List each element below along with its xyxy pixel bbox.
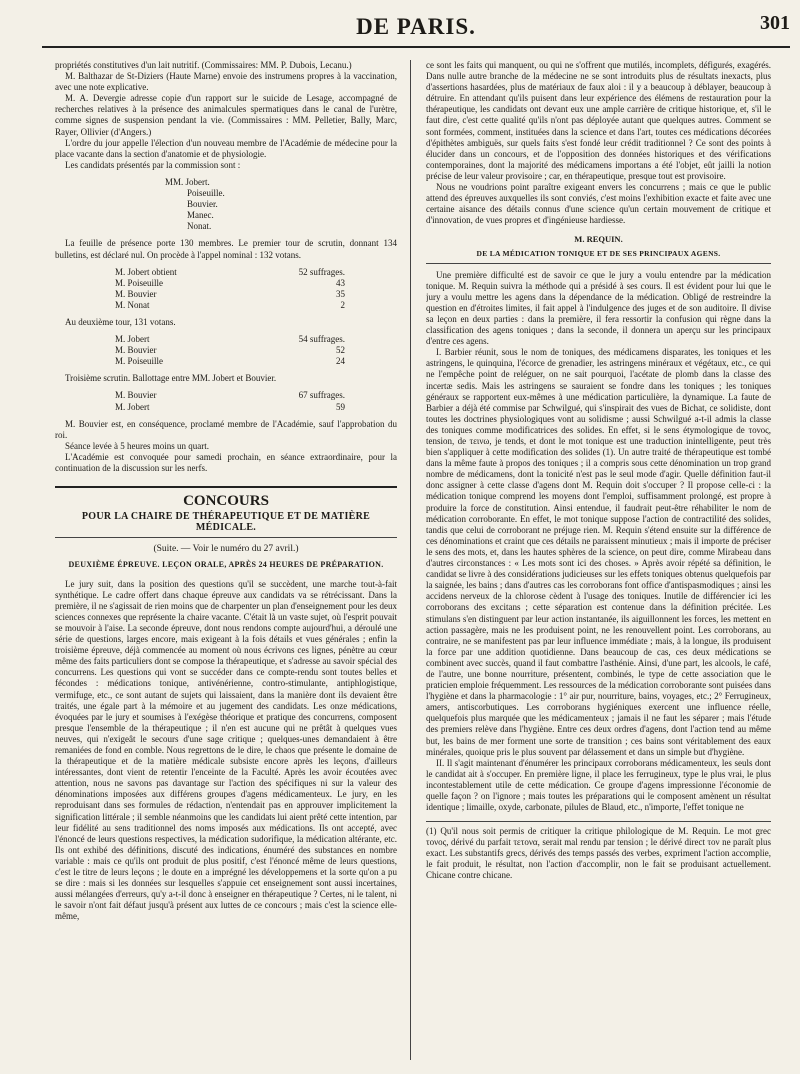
- candidate: Manec.: [187, 210, 214, 221]
- vote-row: [115, 300, 345, 311]
- paragraph: Les candidats présentés par la commission sont :: [65, 159, 241, 170]
- paragraph: M. Bouvier est, en conséquence, proclamé membre de l'Académie, sauf l'approbation du roi.: [55, 418, 397, 440]
- vote-count: 54 suffrages.: [298, 334, 345, 345]
- vote-row: [115, 289, 345, 300]
- vote-count: 59: [336, 401, 345, 412]
- vote-row: [115, 334, 345, 345]
- candidate: MM. Jobert.: [165, 176, 210, 187]
- paragraph: Au deuxième tour, 131 votans.: [65, 316, 176, 327]
- vote-count: 67 suffrages.: [298, 390, 345, 401]
- vote-row: [115, 267, 345, 278]
- paragraph: L'Académie est convoquée pour samedi prochain, en séance extraordinaire, pour la continuation de la discussion sur les nerfs.: [55, 451, 397, 473]
- vote-count: 43: [336, 277, 345, 288]
- paragraph: M. Balthazar de St-Diziers (Haute Marne) envoie des instrumens propres à la vaccination, avec une note explicative.: [55, 71, 397, 93]
- candidate: Bouvier.: [187, 199, 218, 210]
- newspaper-title: DE PARIS.: [356, 14, 476, 39]
- vote-count: 24: [336, 356, 345, 367]
- epreuve-heading: DEUXIÈME ÉPREUVE. LEÇON ORALE, APRÈS 24 HEURES DE PRÉPARATION.: [68, 560, 384, 570]
- vote-count: 52: [336, 345, 345, 356]
- vote-row: [115, 402, 345, 413]
- vote-row: [115, 278, 345, 289]
- author-name: M. REQUIN.: [574, 234, 623, 245]
- vote-count: 2: [340, 299, 345, 310]
- column-divider: [410, 60, 411, 1060]
- paragraph: Troisième scrutin. Ballottage entre MM. Jobert et Bouvier.: [65, 373, 277, 384]
- vote-row: [115, 390, 345, 401]
- vote-count: 35: [336, 288, 345, 299]
- candidate: Poiseuille.: [187, 188, 225, 199]
- vote-table-3: [115, 390, 345, 412]
- right-column: [426, 60, 771, 1060]
- paragraph: L'ordre du jour appelle l'élection d'un nouveau membre de l'Académie de médecine pour la place vacante dans la section d'anatomie et de physiologie.: [55, 137, 397, 159]
- paragraph: M. A. Devergie adresse copie d'un rapport sur le suicide de Lesage, accompagné de recherches relatives à la présence des animalcules spermatiques dans le canal de l'urètre, comme signes de suspension pendant la vie. (Commissaires : MM. Pelletier, Bally, Marc, Rayer, Ollivier (d'Angers.): [55, 93, 397, 137]
- paragraph: Séance levée à 5 heures moins un quart.: [65, 440, 209, 451]
- vote-name: M. Jobert obtient: [115, 266, 177, 277]
- vote-table-1: [115, 267, 345, 311]
- vote-row: [115, 356, 345, 367]
- section-subtitle: POUR LA CHAIRE DE THÉRAPEUTIQUE ET DE MATIÈRE MÉDICALE.: [55, 511, 397, 538]
- paragraph: II. Il s'agit maintenant d'énumérer les principaux corroborans médicamenteux, les seuls dont le candidat ait à s'occuper. En première ligne, il place les ferrugineux, type le plus vrai, le plus incontestablement utile de cette médication. Ce groupe d'agens impressionne l'économie de quelle façon ? on l'ignore ; mais toutes les préparations qui le composent amènent un résultat identique ; limaille, oxyde, carbonate, pilules de Blaud, etc., n'importe, l'effet tonique ne: [426, 757, 771, 813]
- vote-name: M. Nonat: [115, 299, 150, 310]
- paragraph: Une première difficulté est de savoir ce que le jury a voulu entendre par la médication tonique. M. Requin suivra la méthode qui a présidé à ses cours. Il est évident pour lui que le jury a voulu mettre les agens dans la dépendance de la médication. Obligé de restreindre la question en d'étroites limites, il fait appel à l'indulgence des juges et de son auditoire. Il divise sa leçon en deux parties : dans la première, il fera ressortir la confusion qui règne dans la classification des agens toniques ; dans la seconde, il donnera un aperçu sur les principaux d'entre ces agens.: [426, 269, 771, 347]
- candidate-list: [165, 177, 397, 232]
- continuation-note: (Suite. — Voir le numéro du 27 avril.): [153, 544, 299, 555]
- vote-name: M. Poiseuille: [115, 356, 164, 367]
- vote-name: M. Bouvier: [115, 288, 157, 299]
- paragraph: La feuille de présence porte 130 membres. Le premier tour de scrutin, donnant 134 bulletins, est déclaré nul. On procède à l'appel nominal : 132 votans.: [55, 238, 397, 260]
- vote-count: 52 suffrages.: [298, 266, 345, 277]
- page-header: [42, 6, 790, 48]
- vote-name: M. Bouvier: [115, 345, 157, 356]
- vote-name: M. Bouvier: [115, 390, 157, 401]
- article-subhead: DE LA MÉDICATION TONIQUE ET DE SES PRINCIPAUX AGENS.: [426, 248, 771, 264]
- vote-table-2: [115, 334, 345, 367]
- vote-name: M. Jobert: [115, 401, 150, 412]
- candidate: Nonat.: [187, 221, 212, 232]
- page-number: 301: [760, 12, 790, 34]
- paragraph: Nous ne voudrions point paraître exigeant envers les concurrens ; mais ce que le public attend des épreuves auxquelles ils sont conviés, c'est moins l'exhibition exacte et faite avec une certaine aisance des détails connus d'une science qu'un certain mouvement de critique et d'innovation, de vues propres et d'ingénieuse hardiesse.: [426, 182, 771, 226]
- section-title: CONCOURS: [55, 486, 397, 507]
- paragraph: I. Barbier réunit, sous le nom de toniques, des médicamens disparates, les toniques et les astringens, le quinquina, l'écorce de grenadier, les astringens minéraux et végétaux, etc., ce qui ne l'empêche point de reléguer, on ne sait pourquoi, l'acétate de plomb dans la classe des incertæ sedis. Mais les astringens se sauraient se fondre dans les toniques ; les toniques généraux se rapportent eux-mêmes à une médication particulière, la dynamique. La faute de Barbier a déjà été commise par Schwilgué, qui s'inspirait des vues de Bichat, ce solidiste, dont toutes les doctrines physiologiques vont au solidisme ; aussi Schwilgué a-t-il admis la classe des toniques comme modificatrices des solides. En effet, si le sens étymologique de τονος, tension, de τεινω, je tends, et dont le mot tonique est une traduction inintelligente, peut très bien s'appliquer à cette modification des solides (1). Un autre traité de thérapeutique est tombé dans la même faute à propos des toniques ; il a compris sous cette dénomination un trop grand nombre de médicamens, dont la tonicité n'est pas le seul mode d'agir. Quelle définition faut-il donc assigner à cette classe d'agens dont M. Requin doit s'occuper ? Il propose celle-ci : la médication tonique comprend les moyens dont l'emploi, suffisamment prolongé, est propre à produire la force de constitution. Ainsi entendue, il faudrait peut-être réhabiliter le nom de médication corroborante. En effet, le mot tonique suppose l'action de contractilité des solides, tandis que celui de corroborant ne préjuge rien. M. Requin s'étend ensuite sur la différence de ces dénominations et craint que ces détails ne paraissent minutieux ; mais il importe de préciser le sens des mots, et, dans les hautes sphères de la science, on peut dire, comme Mirabeau dans d'autres circonstances : « Les mots sont ici des choses. » Après avoir répété sa définition, le candidat se livre à des considérations judicieuses sur les effets toniques obtenus quelquefois par la saignée, les bains ; dans d'autres cas les corroborans font office d'antispasmodiques ; ainsi les accidens nerveux de la chlorose cèdent à l'usage des toniques. Inutile de différencier ici les corroborans des excitans ; cette séparation est contenue dans la définition précitée. Les stimulans s'en distinguent par leur action instantanée, ils aiguillonnent les forces, les mettent en action passagère, mais ne les produisent point, ne les renouvellent point. Les corroborans, au contraire, ne se manifestent pas par leur influence immédiate ; mais, à la longue, ils produisent la force par une addition quotidienne. Dans beaucoup de cas, ces deux médications se combinent avec succès, quand il faut combattre l'asthénie. Ainsi, d'une part, les alcools, le café, de l'autre, une bonne nourriture, présentent, combinés, le type de cette association que le praticien emploie fréquemment. Les ressources de la médication corroborante sont puisées dans l'hygiène et dans la pharmacologie : 1° air pur, nourriture, bains, voyages, etc.; 2° Ferrugineux, amers, antiscorbutiques. Les corroborans hygiéniques exercent une influence réelle, quelquefois plus marquée que les médicamenteux ; jamais il ne faut les séparer ; mais l'étude des premiers relève dans l'hygiène. Entre ces deux ordres d'agens, dont l'action tend au même but, les bains de mer forment une sorte de transition ; ces bains sont véritablement des eaux minérales, quoique pris le plus souvent par délassement et dans un simple but d'hygiène.: [426, 347, 771, 757]
- paragraph: propriétés constitutives d'un lait nutritif. (Commissaires: MM. P. Dubois, Lecanu.): [55, 60, 352, 70]
- footnote: (1) Qu'il nous soit permis de critiquer la critique philologique de M. Requin. Le mot grec τονος, dérivé du parfait τετονα, serait mal rendu par tension ; le dérivé direct τον ne paraît plus exact. Les substantifs grecs, dérivés des temps passés des verbes, expriment l'action accomplie, le fait produit, le résultat, non l'action d'accomplir, non le fait se produisant actuellement. Chicane contre chicane.: [426, 821, 771, 881]
- vote-name: M. Poiseuille: [115, 277, 164, 288]
- vote-name: M. Jobert: [115, 334, 150, 345]
- vote-row: [115, 345, 345, 356]
- paragraph: Le jury suit, dans la position des questions qu'il se succèdent, une marche tout-à-fait synthétique. Le cadre offert dans chaque épreuve aux candidats va se rétrécissant. Dans la première, il ne s'agissait de rien moins que de charpenter un plan d'enseignement pour les deux sciences connexes que représente la chaire vacante. C'était là un vaste sujet, où l'esprit pouvait se mouvoir à l'aise. La seconde épreuve, dont nous rendons compte aujourd'hui, a déroulé une série de questions, larges encore, mais exigeant à la fois détails et vues générales ; enfin la troisième épreuve, déjà commencée au moment où nous écrivons ces lignes, pénètre au cœur même des faits particuliers dont se compose la thérapeutique, et s'adresse au savoir spécial des concurrens. Les questions qui vont se succéder dans ce compte-rendu sont toutes belles et fécondes : médications tonique, antivénérienne, contro-stimulante, antiphlogistique, vermifuge, etc., ce sont autant de sujets qui laissaient, dans la manière dont ils devaient être traités, une égale part à la mémoire et au jugement des candidats. Les onze médications, évoquées par le jury et soumises à l'exégèse théorique et pratique des concurrens, composent presque l'ensemble de la thérapeutique ; il n'en est aucune qui ne prêtât à quelques vues neuves, qui n'exigeât le secours d'une sage critique ; quelques-unes demandaient à être remaniées de fond en comble. Nous regrettons de le dire, le chaos que présente le domaine de la thérapeutique et de la matière médicale subsiste encore après les leçons, d'ailleurs intéressantes, dont vient de retentir l'enceinte de la Faculté. Après les avoir écoutées avec attention, nous ne savons pas davantage sur l'action des spécifiques ni sur la valeur des dénominations imposées aux différens groupes d'agens médicamenteux. Le jury, en les reproduisant dans ses formules de rédaction, n'entendait pas en approuver implicitement la signification littérale ; il semble néanmoins que les candidats lui aient prêté cette intention, par leur fidélité au sens traditionnel des noms imposés aux médications. Ils ont accepté, avec l'énoncé de leurs questions respectives, la médication sudorifique, la médication altérante, etc. Ils ont exhibé des définitions, discuté des indications, énuméré des substances en nombre variable : mais ce qu'ils ont produit de plus positif, c'est l'énoncé même de leurs questions, c'est le titre de leurs leçons ; le doute en a imprégné les développemens et la sorte qu'on a pu se dire : mais si les données sur lesquelles s'appuie cet enseignement sont aussi incertaines, aussi mélangées d'erreurs, qu'y a-t-il donc à enseigner en thérapeutique ? Certes, ni le talent, ni le savoir n'ont fait défaut jusqu'à présent aux luttes de ce concours ; mais c'est la science elle-même,: [55, 578, 397, 922]
- left-column: [55, 60, 397, 1060]
- paragraph: ce sont les faits qui manquent, ou qui ne s'offrent que mutilés, incomplets, défigurés, exagérés. Dans nulle autre branche de la médecine ne se sont introduits plus de résultats inexacts, plus d'assertions hasardées, plus de matériaux de faux aloi : il y a beaucoup à déblayer, beaucoup à détruire. En attendant qu'ils puisent dans leur expérience des élémens de restauration pour la thérapeutique, les candidats ont devant eux une ample carrière de critique historique, et, s'il le faut dire, c'est cette qualité qu'ils n'ont pas déployée autant que quelques autres. Comment se sont formées, comment, instituées dans la science et dans l'art, toutes ces médications décorées d'épithètes ambiguës, sur quels faits s'est fondé leur crédit traditionnel ? Ce sont des points à élucider dans un concours, et de l'opposition des données historiques et des vérifications contemporaines, dont la majorité des médicamens importans a été l'objet, eût jailli la notion précise de leur valeur provisoire ; car, en thérapeutique, presque tout est provisoire.: [426, 60, 771, 181]
